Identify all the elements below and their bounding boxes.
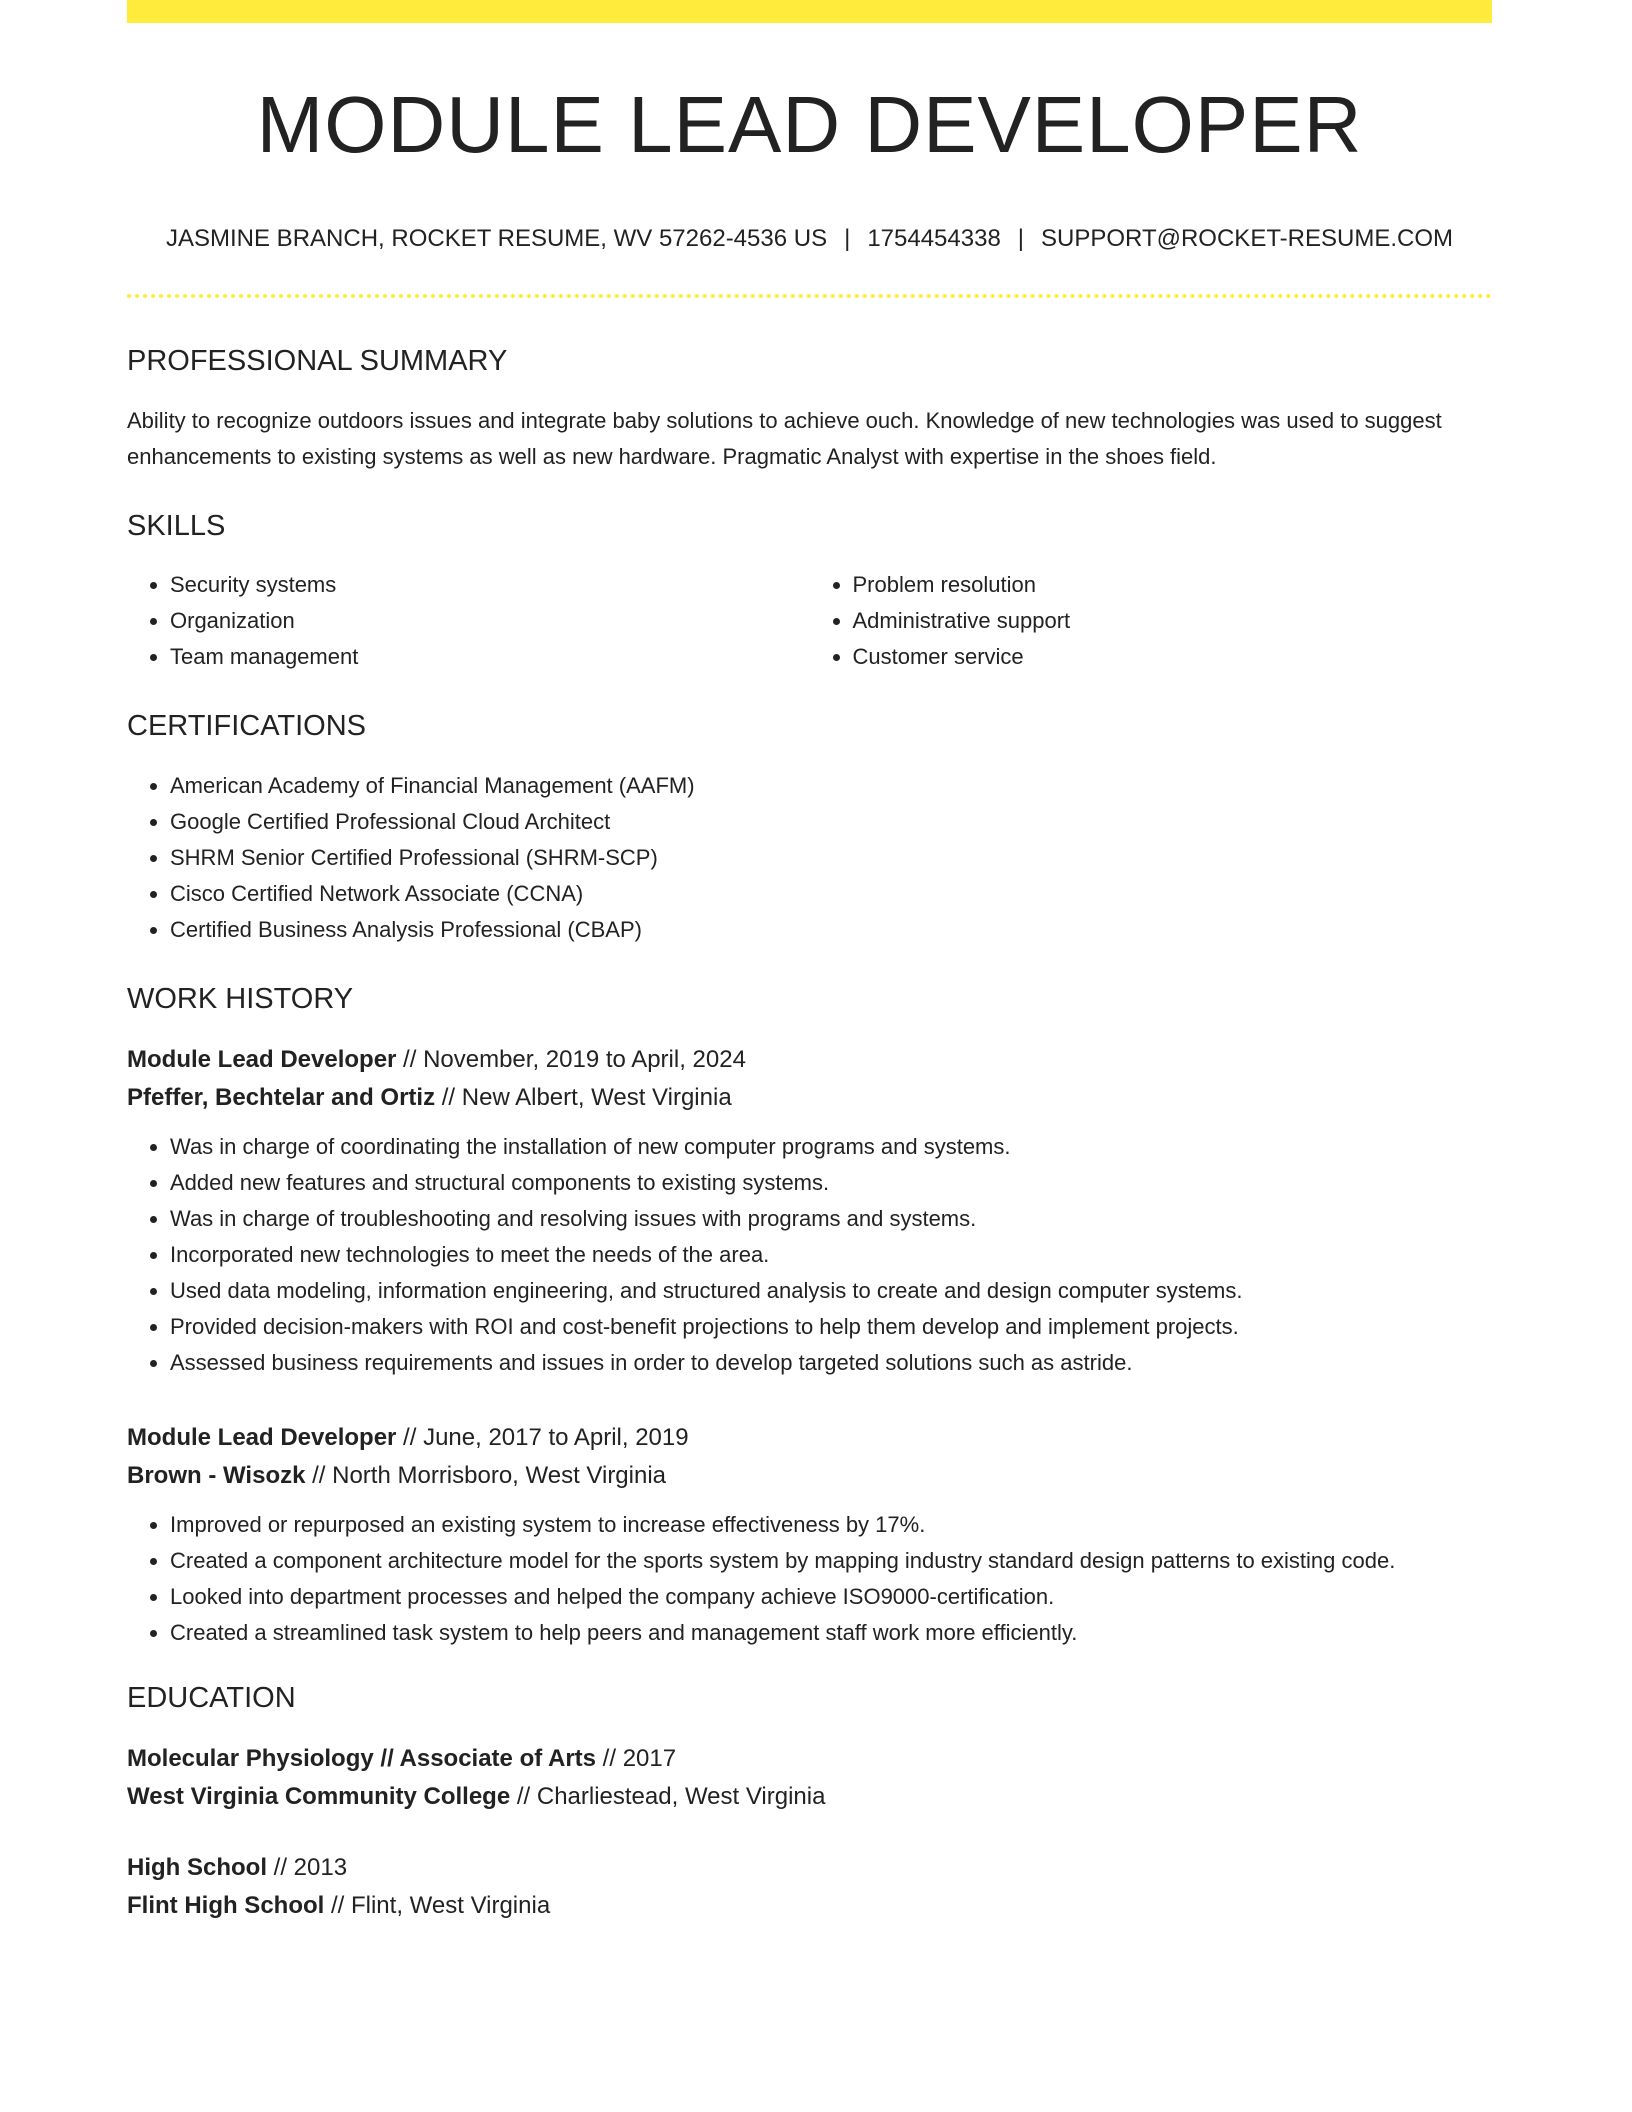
job-title: Module Lead Developer [127, 1045, 397, 1073]
education-entry [127, 1849, 1492, 1925]
education-location: // Charliestead, West Virginia [510, 1782, 826, 1810]
contact-separator: | [1017, 225, 1025, 252]
job-company: Pfeffer, Bechtelar and Ortiz [127, 1083, 436, 1111]
education-school: Flint High School [127, 1891, 325, 1919]
education-entry [127, 1740, 1492, 1816]
summary-text: Ability to recognize outdoors issues and integrate baby solutions to achieve ouch. Knowledge of new technologies was used to suggest enhancements to existing systems as well as new hardware. Pragmatic Analyst with expertise in the shoes field. [127, 407, 1442, 469]
job-bullet: • Was in charge of troubleshooting and resolving issues with programs and systems. [170, 1201, 1492, 1237]
job-bullet: • Improved or repurposed an existing system to increase effectiveness by 17%. [170, 1507, 1492, 1543]
education-school-line [127, 1778, 1492, 1816]
dotted-divider [127, 294, 1492, 298]
work-history-heading: WORK HISTORY [127, 983, 354, 1016]
education-year: // 2013 [267, 1853, 348, 1881]
certification-item: • Certified Business Analysis Professional (CBAP) [170, 912, 1492, 948]
skills-columns [127, 567, 1492, 675]
job-bullet: • Assessed business requirements and issues in order to develop targeted solutions such as astride. [170, 1345, 1492, 1381]
job-bullets [127, 1129, 1492, 1381]
certification-item: • SHRM Senior Certified Professional (SHRM-SCP) [170, 840, 1492, 876]
education-degree: Molecular Physiology // Associate of Arts [127, 1744, 597, 1772]
contact-phone: 1754454338 [867, 225, 1001, 252]
job-bullet: • Was in charge of coordinating the installation of new computer programs and systems. [170, 1129, 1492, 1165]
job-location: // New Albert, West Virginia [435, 1083, 732, 1111]
education-degree-line [127, 1740, 1492, 1778]
job-bullet: • Added new features and structural components to existing systems. [170, 1165, 1492, 1201]
job-bullet: • Provided decision-makers with ROI and cost-benefit projections to help them develop and implement projects. [170, 1309, 1492, 1345]
skill-item: • Team management [170, 639, 810, 675]
skills-list-right [810, 567, 1493, 675]
job-bullet: • Created a component architecture model for the sports system by mapping industry standard design patterns to existing code. [170, 1543, 1492, 1579]
job-bullets [127, 1507, 1492, 1651]
education-year: // 2017 [596, 1744, 677, 1772]
contact-address: JASMINE BRANCH, ROCKET RESUME, WV 57262-4536 US [166, 225, 828, 252]
contact-line [127, 225, 1492, 254]
certification-item: • American Academy of Financial Management (AAFM) [170, 768, 1492, 804]
education-degree-line [127, 1849, 1492, 1887]
certifications-heading: CERTIFICATIONS [127, 710, 366, 743]
education-school: West Virginia Community College [127, 1782, 511, 1810]
summary-heading: PROFESSIONAL SUMMARY [127, 344, 508, 377]
job-dates: // November, 2019 to April, 2024 [396, 1045, 746, 1073]
job-title-line [127, 1041, 1492, 1079]
contact-email: SUPPORT@ROCKET-RESUME.COM [1041, 225, 1453, 252]
skills-heading: SKILLS [127, 509, 226, 542]
job-bullet: • Used data modeling, information engineering, and structured analysis to create and design computer systems. [170, 1273, 1492, 1309]
certifications-list [127, 768, 1492, 948]
skill-item: • Security systems [170, 567, 810, 603]
certification-item: • Cisco Certified Network Associate (CCNA) [170, 876, 1492, 912]
skill-item: • Organization [170, 603, 810, 639]
job-bullet: • Looked into department processes and helped the company achieve ISO9000-certification. [170, 1579, 1492, 1615]
skill-item: • Problem resolution [853, 567, 1493, 603]
education-school-line [127, 1887, 1492, 1925]
education-heading: EDUCATION [127, 1681, 296, 1714]
skills-list-left [127, 567, 810, 675]
education-location: // Flint, West Virginia [324, 1891, 551, 1919]
job-dates: // June, 2017 to April, 2019 [396, 1423, 689, 1451]
resume-page [127, 0, 1492, 2112]
job-entry [127, 1041, 1492, 1381]
certification-item: • Google Certified Professional Cloud Architect [170, 804, 1492, 840]
job-title-line [127, 1419, 1492, 1457]
job-bullet: • Incorporated new technologies to meet the needs of the area. [170, 1237, 1492, 1273]
skill-item: • Customer service [853, 639, 1493, 675]
accent-top-bar [127, 0, 1492, 23]
education-degree: High School [127, 1853, 267, 1881]
job-company-line [127, 1457, 1492, 1495]
job-entry [127, 1419, 1492, 1651]
job-company: Brown - Wisozk [127, 1461, 306, 1489]
skill-item: • Administrative support [853, 603, 1493, 639]
job-location: // North Morrisboro, West Virginia [305, 1461, 667, 1489]
job-bullet: • Created a streamlined task system to help peers and management staff work more efficiently. [170, 1615, 1492, 1651]
job-company-line [127, 1079, 1492, 1117]
contact-separator: | [844, 225, 851, 252]
resume-title: MODULE LEAD DEVELOPER [256, 80, 1363, 169]
job-title: Module Lead Developer [127, 1423, 397, 1451]
